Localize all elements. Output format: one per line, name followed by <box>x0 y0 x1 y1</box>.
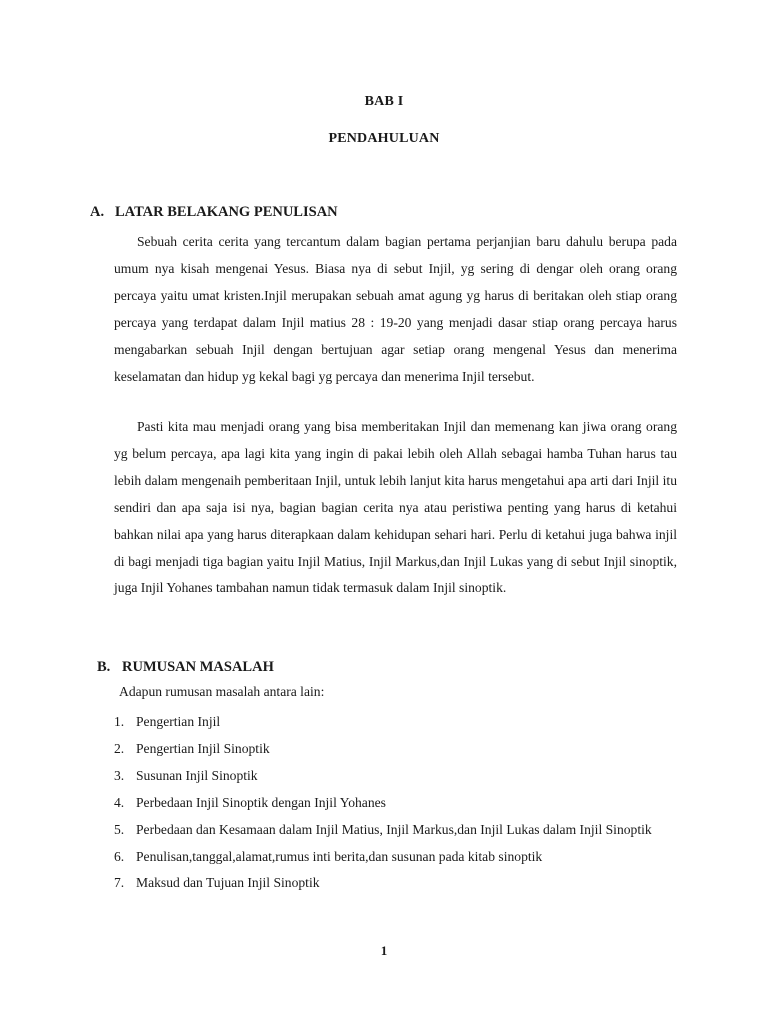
list-item-number: 7. <box>114 875 125 891</box>
list-item <box>114 870 677 897</box>
list-item-text: Perbedaan Injil Sinoptik dengan Injil Yohanes <box>136 794 386 810</box>
page-number: 1 <box>380 943 388 958</box>
problem-list <box>114 709 677 897</box>
list-item-text: Susunan Injil Sinoptik <box>136 767 258 783</box>
section-b-heading <box>97 659 274 676</box>
section-a-paragraph-1: Sebuah cerita cerita yang tercantum dalam bagian pertama perjanjian baru dahulu berupa pada umum nya kisah mengenai Yesus. Biasa nya di sebut Injil, yg sering di dengar oleh orang orang percaya yaitu umat kristen.Injil merupakan sebuah amat agung yg harus di beritakan oleh stiap orang percaya yang terdapat dalam Injil matius 28 : 19-20 yang menjadi dasar stiap orang percaya harus mengabarkan sebuah Injil dengan bertujuan agar setiap orang mengenal Yesus dan menerima keselamatan dan hidup yg kekal bagi yg percaya dan menerima Injil tersebut. <box>114 234 677 384</box>
section-a-title: LATAR BELAKANG PENULISAN <box>115 204 338 220</box>
list-item <box>114 736 677 763</box>
section-b-intro: Adapun rumusan masalah antara lain: <box>119 684 325 699</box>
list-item <box>114 709 677 736</box>
list-item <box>114 817 677 844</box>
list-item <box>114 844 677 871</box>
list-item-text: Maksud dan Tujuan Injil Sinoptik <box>136 875 320 891</box>
section-b-title: RUMUSAN MASALAH <box>122 659 274 675</box>
list-item-number: 5. <box>114 821 125 837</box>
chapter-number: BAB I <box>364 94 404 109</box>
chapter-title: PENDAHULUAN <box>328 131 440 146</box>
section-b-letter: B. <box>97 659 111 675</box>
section-a-letter: A. <box>90 204 105 220</box>
list-item-number: 4. <box>114 794 125 810</box>
list-item-number: 3. <box>114 767 125 783</box>
list-item-text: Penulisan,tanggal,alamat,rumus inti berita,dan susunan pada kitab sinoptik <box>136 848 543 864</box>
list-item-text: Perbedaan dan Kesamaan dalam Injil Matius, Injil Markus,dan Injil Lukas dalam Injil Sinoptik <box>136 821 652 837</box>
list-item-number: 2. <box>114 740 125 756</box>
list-item <box>114 790 677 817</box>
list-item <box>114 763 677 790</box>
list-item-text: Pengertian Injil <box>136 714 221 729</box>
list-item-text: Pengertian Injil Sinoptik <box>136 740 270 756</box>
list-item-number: 1. <box>114 714 125 729</box>
list-item-number: 6. <box>114 848 125 864</box>
section-a-heading <box>90 204 338 221</box>
section-a-paragraph-2: Pasti kita mau menjadi orang yang bisa memberitakan Injil dan memenang kan jiwa orang orang yg belum percaya, apa lagi kita yang ingin di pakai lebih oleh Allah sebagai hamba Tuhan harus tau lebih dalam mengenaih pemberitaan Injil, untuk lebih lanjut kita harus mengetahui apa arti dari Injil itu sendiri dan apa saja isi nya, bagian bagian cerita nya atau peristiwa penting yang harus di ketahui bahkan nilai apa yang harus diterapkaan dalam kehidupan sehari hari. Perlu di ketahui juga bahwa injil di bagi menjadi tiga bagian yaitu Injil Matius, Injil Markus,dan Injil Lukas yang di sebut Injil sinoptik, juga Injil Yohanes tambahan namun tidak termasuk dalam Injil sinoptik. <box>114 419 677 596</box>
